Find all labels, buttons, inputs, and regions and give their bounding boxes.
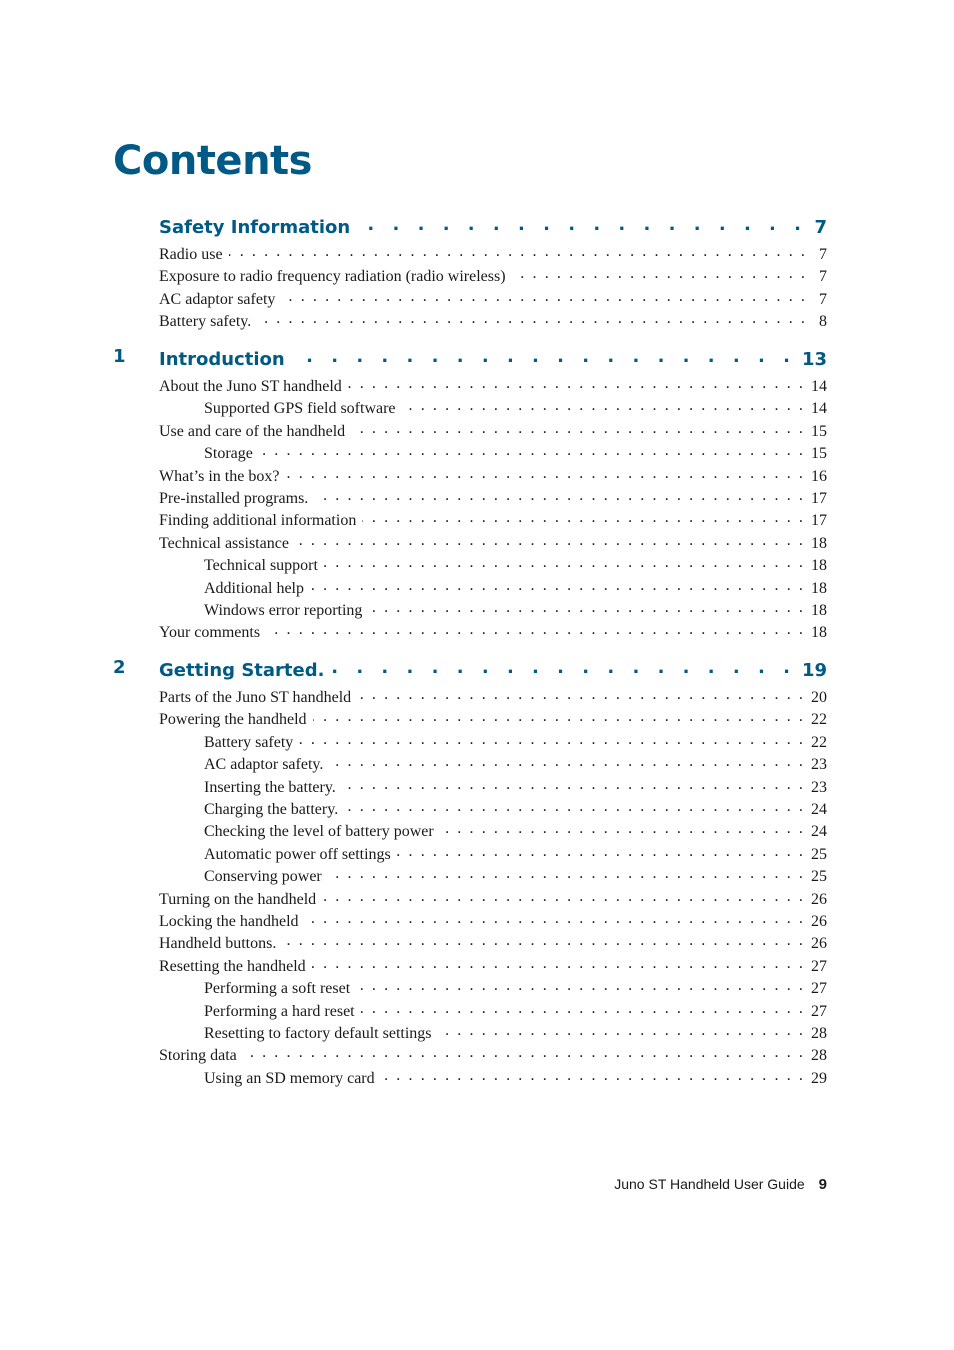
toc-entry-page: 18	[811, 534, 827, 552]
toc-subentry[interactable]	[204, 1020, 827, 1042]
toc-entry-label: Storing data	[159, 1047, 237, 1065]
page-title: Contents	[113, 138, 312, 184]
toc-entry-label: Windows error reporting	[204, 602, 363, 619]
footer-page-number: 9	[818, 1176, 827, 1193]
toc-entry-label: Resetting to factory default settings	[204, 1025, 432, 1042]
toc-entry-label: Checking the level of battery power	[204, 823, 434, 841]
page-footer	[614, 1174, 827, 1195]
toc-subentry[interactable]	[204, 729, 827, 751]
toc-entry-page: 15	[811, 422, 827, 440]
toc-entry[interactable]	[159, 1042, 827, 1064]
dot-leader	[329, 751, 805, 769]
dot-leader	[229, 241, 807, 259]
dot-leader	[305, 908, 805, 926]
toc-entry-page: 29	[811, 1069, 827, 1087]
toc-subentry[interactable]	[204, 751, 827, 773]
toc-entry-label: Storage	[204, 445, 253, 463]
toc-entry-label: Charging the battery.	[204, 801, 339, 818]
dot-leader	[282, 930, 805, 948]
toc-section-page: 13	[801, 349, 827, 370]
dot-leader	[285, 463, 805, 481]
dot-leader	[322, 886, 805, 904]
dot-leader	[259, 440, 805, 458]
toc-entry-label: Turning on the handheld	[159, 890, 317, 908]
toc-entry-label: Technical assistance	[159, 534, 289, 552]
toc-entry-page: 18	[811, 579, 827, 597]
toc-entry-label: Resetting the handheld	[159, 957, 306, 975]
toc-entry-page: 25	[811, 845, 827, 863]
toc-entry-label: Performing a hard reset	[204, 1002, 355, 1020]
footer-title: Juno ST Handheld User Guide	[614, 1176, 805, 1192]
dot-leader	[310, 575, 805, 593]
toc-entry-page: 8	[819, 313, 827, 331]
toc-section-heading[interactable]	[159, 213, 827, 237]
dot-leader	[291, 345, 796, 365]
toc-subentry[interactable]	[204, 1065, 827, 1087]
dot-leader	[342, 774, 805, 792]
toc-section-title: Safety Information	[159, 217, 351, 238]
dot-leader	[348, 373, 805, 391]
toc-entry-page: 17	[811, 490, 827, 507]
toc-entry-label: AC adaptor safety.	[204, 756, 324, 774]
toc-entry-label: Using an SD memory card	[204, 1069, 375, 1087]
dot-leader	[243, 1042, 805, 1060]
toc-subentry[interactable]	[204, 841, 827, 863]
toc-entry[interactable]	[159, 684, 827, 706]
toc-entry-page: 22	[811, 733, 827, 751]
toc-entry[interactable]	[159, 463, 827, 485]
toc-subentry[interactable]	[204, 575, 827, 597]
toc-entry-page: 17	[811, 512, 827, 530]
toc-entry-page: 18	[811, 557, 827, 575]
toc-entry-page: 16	[811, 467, 827, 485]
toc-entry-page: 27	[811, 1002, 827, 1020]
dot-leader	[257, 308, 807, 326]
toc-subentry[interactable]	[204, 975, 827, 997]
toc-entry-page: 20	[811, 689, 827, 706]
toc-entry[interactable]	[159, 418, 827, 440]
toc-subentry[interactable]	[204, 998, 827, 1020]
toc-entry-page: 26	[811, 913, 827, 930]
toc-subentry[interactable]	[204, 552, 827, 574]
toc-section-title: Introduction	[159, 349, 285, 370]
toc-entry[interactable]	[159, 530, 827, 552]
toc-entry-label: Automatic power off settings	[204, 845, 391, 863]
dot-leader	[344, 796, 805, 814]
toc-entry-label: Performing a soft reset	[204, 980, 351, 998]
toc-entry-page: 7	[819, 290, 827, 308]
toc-entry-label: AC adaptor safety	[159, 290, 276, 308]
dot-leader	[381, 1065, 805, 1083]
toc-entry[interactable]	[159, 286, 827, 308]
dot-leader	[356, 213, 807, 233]
toc-entry-label: Technical support	[204, 557, 318, 575]
toc-section-page: 19	[801, 660, 827, 681]
toc-section-heading[interactable]	[159, 345, 827, 369]
toc-entry-label: Radio use	[159, 246, 223, 263]
toc-entry[interactable]	[159, 263, 827, 285]
toc-entry-page: 26	[811, 890, 827, 908]
dot-leader	[299, 729, 805, 747]
toc-entry-page: 18	[811, 602, 827, 619]
toc-entry-page: 27	[811, 980, 827, 998]
dot-leader	[281, 286, 807, 304]
toc-entry-page: 26	[811, 935, 827, 953]
toc-entry[interactable]	[159, 908, 827, 930]
toc-section-title: Getting Started.	[159, 660, 325, 681]
toc-subentry[interactable]	[204, 863, 827, 885]
toc-entry[interactable]	[159, 619, 827, 641]
toc-entry-page: 22	[811, 711, 827, 729]
toc-entry-label: Use and care of the handheld	[159, 422, 346, 440]
toc-entry-label: Your comments	[159, 624, 261, 642]
dot-leader	[512, 263, 807, 281]
toc-section-heading[interactable]	[159, 656, 827, 680]
toc-entry[interactable]	[159, 241, 827, 263]
toc-section-page: 7	[814, 217, 827, 238]
dot-leader	[266, 619, 805, 637]
toc-entry-label: What’s in the box?	[159, 467, 280, 485]
toc-entry-page: 28	[811, 1047, 827, 1065]
toc-entry-page: 23	[811, 778, 827, 796]
dot-leader	[357, 684, 805, 702]
toc-entry-label: Finding additional information	[159, 512, 357, 530]
toc-entry[interactable]	[159, 373, 827, 395]
toc-subentry[interactable]	[204, 395, 827, 417]
dot-leader	[356, 975, 805, 993]
dot-leader	[440, 818, 805, 836]
chapter-number: 2	[113, 657, 126, 678]
toc-subentry[interactable]	[204, 796, 827, 818]
toc-subentry[interactable]	[204, 597, 827, 619]
toc-entry-label: Battery safety	[204, 733, 294, 751]
toc-entry[interactable]	[159, 930, 827, 952]
toc-entry[interactable]	[159, 953, 827, 975]
dot-leader	[324, 552, 805, 570]
toc-entry-page: 14	[811, 400, 827, 418]
dot-leader	[330, 656, 795, 676]
toc-entry-page: 18	[811, 624, 827, 642]
dot-leader	[295, 530, 805, 548]
toc-entry-page: 15	[811, 445, 827, 463]
toc-entry-page: 24	[811, 801, 827, 818]
toc-entry-page: 25	[811, 868, 827, 886]
toc-entry-label: Parts of the Juno ST handheld	[159, 689, 352, 706]
dot-leader	[328, 863, 805, 881]
dot-leader	[361, 998, 805, 1016]
toc-entry-page: 27	[811, 957, 827, 975]
dot-leader	[368, 597, 805, 615]
toc-entry[interactable]	[159, 507, 827, 529]
toc-entry-label: Inserting the battery.	[204, 778, 336, 796]
toc-entry-label: Locking the handheld	[159, 913, 299, 930]
toc-entry[interactable]	[159, 886, 827, 908]
toc-entry[interactable]	[159, 485, 827, 507]
chapter-number: 1	[113, 346, 126, 367]
toc-entry-label: Exposure to radio frequency radiation (radio wireless)	[159, 268, 506, 286]
toc-subentry[interactable]	[204, 818, 827, 840]
toc-entry-page: 23	[811, 756, 827, 774]
toc-entry-label: Pre-installed programs.	[159, 490, 309, 507]
dot-leader	[314, 485, 805, 503]
dot-leader	[438, 1020, 806, 1038]
dot-leader	[312, 953, 805, 971]
dot-leader	[397, 841, 805, 859]
toc-entry-page: 7	[819, 268, 827, 286]
toc-entry[interactable]	[159, 706, 827, 728]
toc-entry-page: 14	[811, 378, 827, 395]
toc-entry-label: Supported GPS field software	[204, 400, 396, 418]
toc-entry-label: Battery safety.	[159, 313, 252, 331]
toc-entry-label: Handheld buttons.	[159, 935, 277, 953]
toc-entry-page: 7	[819, 246, 827, 263]
toc-entry-page: 24	[811, 823, 827, 841]
toc-entry-label: About the Juno ST handheld	[159, 378, 342, 395]
dot-leader	[402, 395, 805, 413]
toc-entry-label: Powering the handheld	[159, 711, 307, 729]
dot-leader	[351, 418, 805, 436]
toc-subentry[interactable]	[204, 440, 827, 462]
toc-entry-label: Additional help	[204, 579, 304, 597]
dot-leader	[362, 507, 805, 525]
toc-subentry[interactable]	[204, 774, 827, 796]
toc-entry[interactable]	[159, 308, 827, 330]
dot-leader	[313, 706, 805, 724]
toc-entry-label: Conserving power	[204, 868, 322, 886]
toc-entry-page: 28	[811, 1025, 827, 1042]
